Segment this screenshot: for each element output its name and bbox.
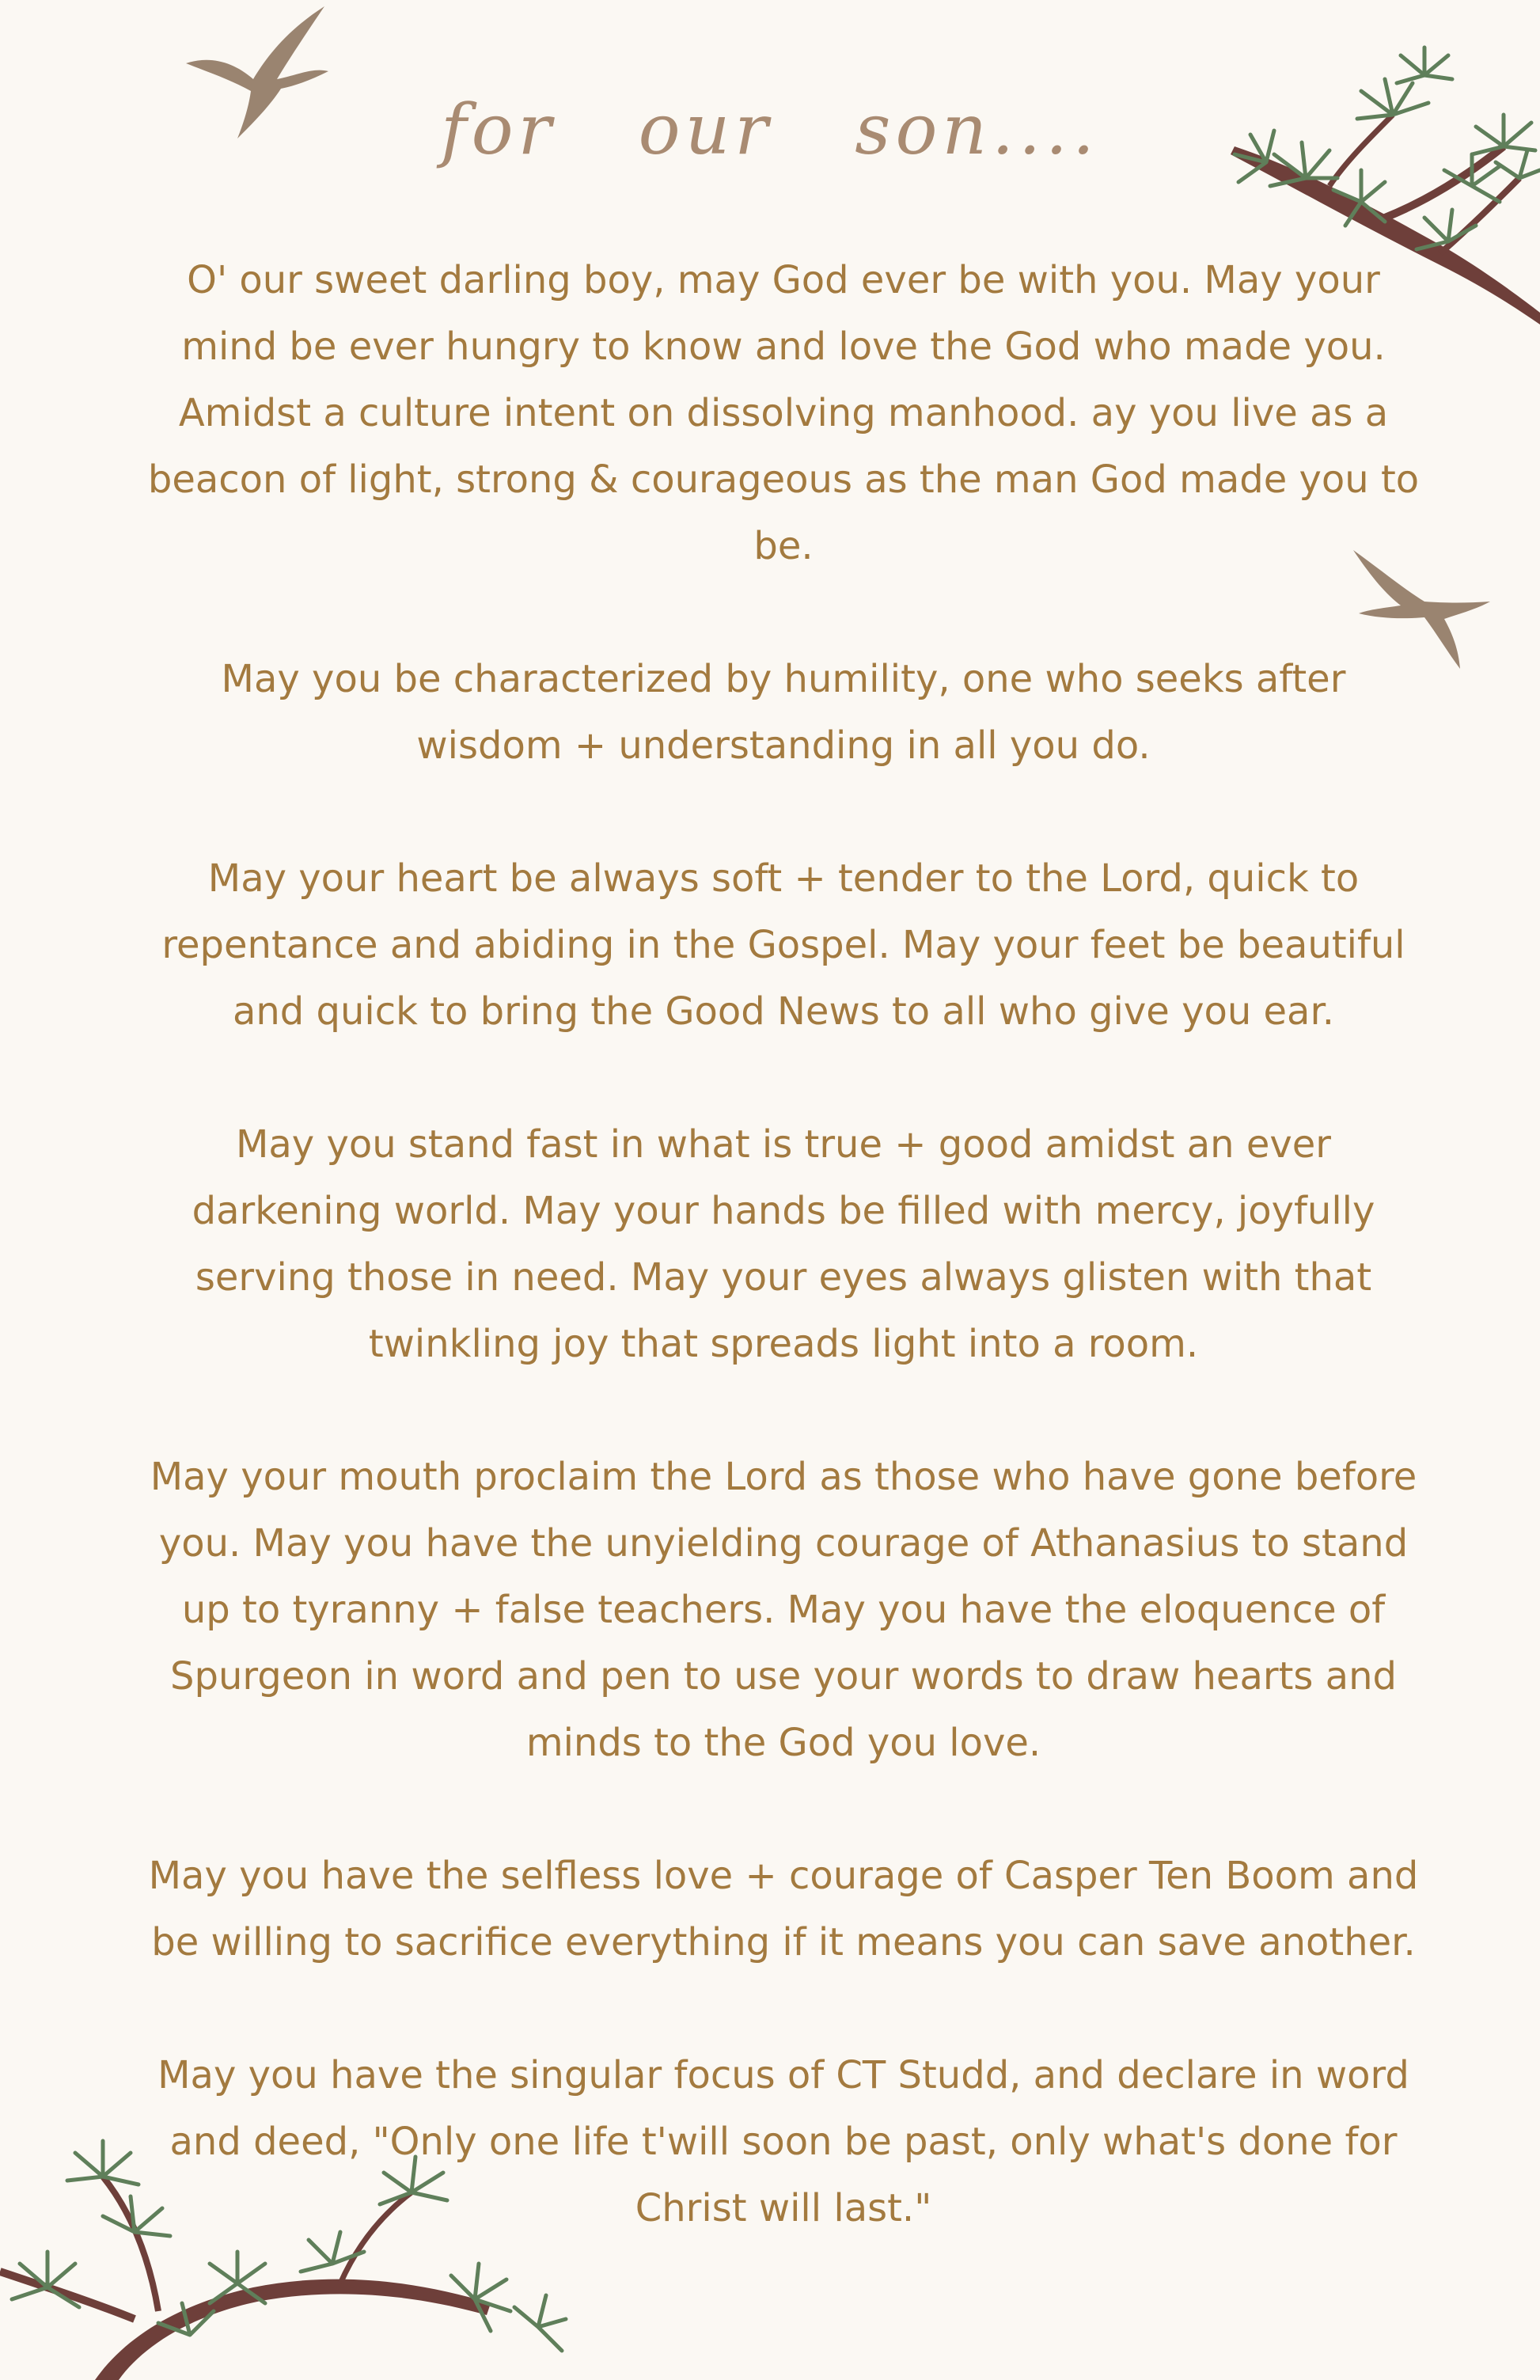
page-title: for our son....: [441, 89, 1099, 170]
paragraph: May your mouth proclaim the Lord as those who have gone before you. May you have the unyielding courage of Athanasius to stand up to tyranny + false teachers. May you have the eloquence of Spurgeon in word and pen to use your words to draw hearts and minds to the God you love.: [150, 1455, 1417, 1765]
paragraph: May your heart be always soft + tender to the Lord, quick to repentance and abiding in the Gospel. May your feet be beautiful and quick to bring the Good News to all who give you ear.: [161, 856, 1405, 1034]
paragraph: May you be characterized by humility, one who seeks after wisdom + understanding in all you do.: [221, 657, 1346, 768]
paragraph: May you stand fast in what is true + good amidst an ever darkening world. May your hands be filled with mercy, joyfully serving those in need. May your eyes always glisten with that twinkling joy that spreads light into a room.: [192, 1122, 1375, 1366]
letter-body: [142, 247, 1424, 2241]
paragraph: May you have the selfless love + courage of Casper Ten Boom and be willing to sacrifice everything if it means you can save another.: [148, 1854, 1419, 1964]
paragraph: O' our sweet darling boy, may God ever be with you. May your mind be ever hungry to know and love the God who made you. Amidst a culture intent on dissolving manhood. ay you live as a beacon of light, strong & courageous as the man God made you to be.: [147, 258, 1420, 568]
paragraph: May you have the singular focus of CT Studd, and declare in word and deed, "Only one life t'will soon be past, only what's done for Christ will last.": [157, 2053, 1409, 2230]
